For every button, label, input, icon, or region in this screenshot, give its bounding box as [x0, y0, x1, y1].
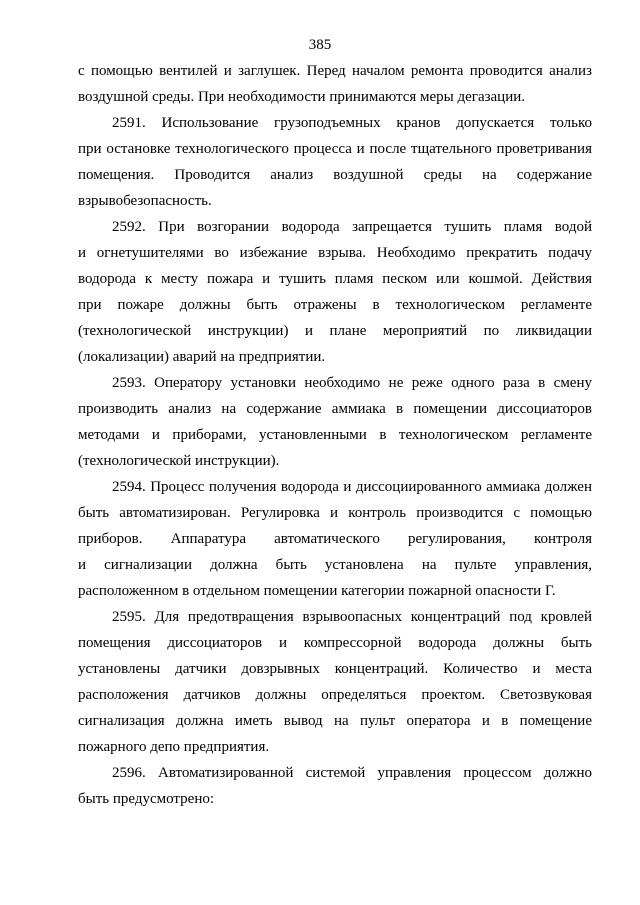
text-line: 2596. Автоматизированной системой управления процессом должно [112, 765, 592, 781]
text-line: 2594. Процесс получения водорода и диссоциированного аммиака должен [112, 479, 592, 495]
text-line: 2593. Оператору установки необходимо не реже одного раза в смену [112, 375, 592, 391]
text-line: расположения датчиков должны определяться проектом. Светозвуковая [78, 687, 592, 703]
text-line: воздушной среды. При необходимости принимаются меры дегазации. [78, 89, 526, 105]
text-line: взрывобезопасность. [78, 193, 212, 209]
text-line: помещения. Проводится анализ воздушной среды на содержание [78, 167, 592, 183]
text-line: (технологической инструкции). [78, 453, 280, 469]
paragraph-2593 [78, 370, 592, 474]
text-line: сигнализация должна иметь вывод на пульт оператора и в помещение [78, 713, 592, 729]
paragraph-continuation [78, 58, 592, 110]
text-line: и сигнализации должна быть установлена на пульте управления, [78, 557, 592, 573]
text-line: методами и приборами, установленными в технологическом регламенте [78, 427, 592, 443]
text-line: быть предусмотрено: [78, 791, 215, 807]
text-line: 2592. При возгорании водорода запрещается тушить пламя водой [112, 219, 592, 235]
text-line: быть автоматизирован. Регулировка и контроль производится с помощью [78, 505, 592, 521]
text-line: помещения диссоциаторов и компрессорной водорода должны быть [78, 635, 592, 651]
text-line: расположенном в отдельном помещении категории пожарной опасности Г. [78, 583, 556, 599]
text-line: (технологической инструкции) и плане мероприятий по ликвидации [78, 323, 592, 339]
paragraph-2594 [78, 474, 592, 604]
text-line: производить анализ на содержание аммиака в помещении диссоциаторов [78, 401, 592, 417]
paragraph-2595 [78, 604, 592, 760]
text-line: приборов. Аппаратура автоматического регулирования, контроля [78, 531, 592, 547]
text-line: 2595. Для предотвращения взрывоопасных концентраций под кровлей [112, 609, 592, 625]
text-line: с помощью вентилей и заглушек. Перед началом ремонта проводится анализ [78, 63, 592, 79]
text-line: пожарного депо предприятия. [78, 739, 270, 755]
text-line: 2591. Использование грузоподъемных кранов допускается только [112, 115, 592, 131]
text-line: и огнетушителями во избежание взрыва. Необходимо прекратить подачу [78, 245, 592, 261]
page-number: 385 [308, 37, 332, 53]
paragraph-2592 [78, 214, 592, 370]
text-line: водорода к месту пожара и тушить пламя песком или кошмой. Действия [78, 271, 592, 287]
text-line: при остановке технологического процесса и после тщательного проветривания [78, 141, 592, 157]
text-line: установлены датчики довзрывных концентраций. Количество и места [78, 661, 592, 677]
paragraph-2596 [78, 760, 592, 812]
text-line: (локализации) аварий на предприятии. [78, 349, 326, 365]
text-line: при пожаре должны быть отражены в технологическом регламенте [78, 297, 592, 313]
paragraph-2591 [78, 110, 592, 214]
